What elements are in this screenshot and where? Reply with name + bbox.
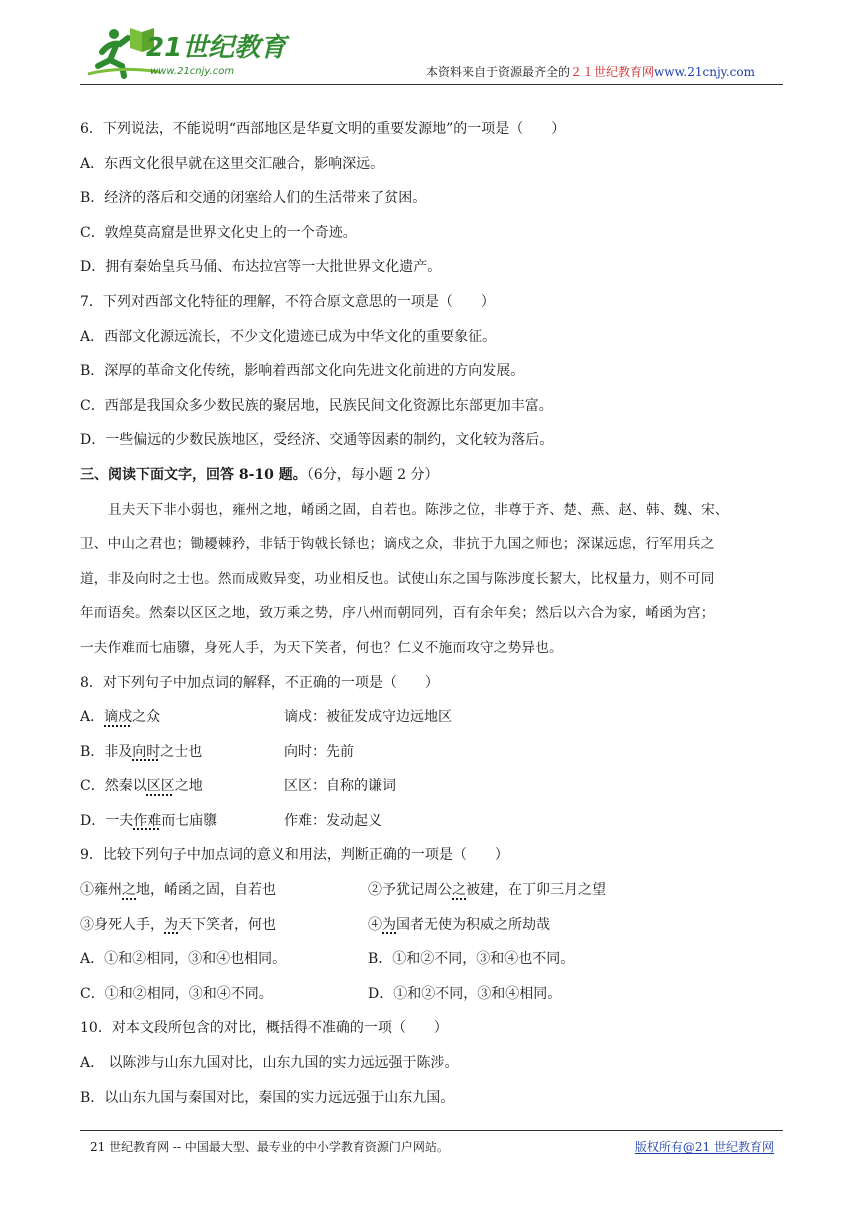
passage-line-5: 一夫作难而七庙隳，身死人手，为天下笑者，何也？仁义不施而攻守之势异也。 (80, 639, 563, 656)
q9-stem: 9．比较下列句子中加点词的意义和用法，判断正确的一项是（ ） (80, 847, 509, 864)
q7-stem: 7．下列对西部文化特征的理解，不符合原文意思的一项是（ ） (80, 293, 495, 310)
q6-option-a: A．东西文化很早就在这里交汇融合，影响深远。 (80, 155, 385, 172)
page-header (80, 22, 783, 84)
q9-options-a-b: A．①和②相同，③和④也相同。 B．①和②不同，③和④也不同。 (80, 951, 575, 968)
q8-option-a: A．谪戍之众 谪戍：被征发成守边远地区 (80, 709, 452, 726)
passage-line-1: 且夫天下非小弱也，雍州之地，崤函之固，自若也。陈涉之位，非尊于齐、楚、燕、赵、韩、魏、宋、 (108, 501, 729, 518)
q9-sentences-3-4: ③身死人手，为天下笑者，何也 ④为国者无使为积威之所劫哉 (80, 916, 550, 933)
q6-option-b: B．经济的落后和交通的闭塞给人们的生活带来了贫困。 (80, 190, 427, 207)
q8-option-c: C．然秦以区区之地 区区：自称的谦词 (80, 778, 396, 795)
q10-stem: 10．对本文段所包含的对比，概括得不准确的一项（ ） (80, 1020, 448, 1037)
header-tagline: 本资料来自于资源最齐全的２１世纪教育网www.21cnjy.com (426, 65, 755, 79)
q7-option-c: C．西部是我国众多少数民族的聚居地，民族民间文化资源比东部更加丰富。 (80, 397, 553, 414)
q9-options-c-d: C．①和②相同，③和④不同。 D．①和②不同，③和④相同。 (80, 985, 562, 1002)
q10-option-b: B．以山东九国与秦国对比，秦国的实力远远强于山东九国。 (80, 1089, 455, 1106)
document-body (80, 112, 783, 1115)
q7-option-d: D．一些偏远的少数民族地区，受经济、交通等因素的制约，文化较为落后。 (80, 432, 554, 449)
header-url-link[interactable]: www.21cnjy.com (654, 65, 755, 79)
passage-line-3: 道，非及向时之士也。然而成败异变，功业相反也。试使山东之国与陈涉度长絜大，比权量力，则不可同 (80, 570, 715, 587)
q6-option-d: D．拥有秦始皇兵马俑、布达拉宫等一大批世界文化遗产。 (80, 259, 442, 276)
q9-sentences-1-2: ①雍州之地，崤函之固，自若也 ②予犹记周公之被建，在丁卯三月之望 (80, 882, 606, 899)
q6-stem: 6．下列说法，不能说明“西部地区是华夏文明的重要发源地”的一项是（ ） (80, 121, 566, 137)
footer-copyright-link[interactable]: 版权所有@21 世纪教育网 (634, 1140, 774, 1154)
footer-divider (80, 1130, 783, 1131)
passage-line-4: 年而语矣。然秦以区区之地，致万乘之势，序八州而朝同列，百有余年矣；然后以六合为家，崤函为宫； (80, 605, 715, 622)
header-divider (80, 84, 783, 85)
passage-line-2: 卫、中山之君也；锄耰棘矜，非铦于钩戟长铩也；谪戍之众，非抗于九国之师也；深谋远虑，行军用兵之 (80, 536, 715, 553)
q7-option-a: A．西部文化源远流长，不少文化遗迹已成为中华文化的重要象征。 (80, 328, 497, 345)
site-logo (80, 22, 290, 82)
svg-text:www.21cnjy.com: www.21cnjy.com (150, 66, 235, 77)
q8-stem: 8．对下列句子中加点词的解释，不正确的一项是（ ） (80, 674, 439, 691)
header-brand-link[interactable]: ２１世纪教育网 (570, 65, 655, 79)
q8-option-d: D．一夫作难而七庙隳 作难：发动起义 (80, 812, 382, 829)
section-3-heading: 三、阅读下面文字，回答 8-10 题。（6分，每小题 2 分） (80, 466, 439, 483)
q6-option-c: C．敦煌莫高窟是世界文化史上的一个奇迹。 (80, 224, 357, 241)
q10-option-a: A． 以陈涉与山东九国对比，山东九国的实力远远强于陈涉。 (80, 1055, 459, 1072)
q7-option-b: B．深厚的革命文化传统，影响着西部文化向先进文化前进的方向发展。 (80, 363, 525, 380)
footer-text: 21 世纪教育网 -- 中国最大型、最专业的中小学教育资源门户网站。 (90, 1140, 449, 1154)
svg-text:21世纪教育: 21世纪教育 (146, 33, 287, 63)
q8-option-b: B．非及向时之士也 向时：先前 (80, 743, 354, 760)
